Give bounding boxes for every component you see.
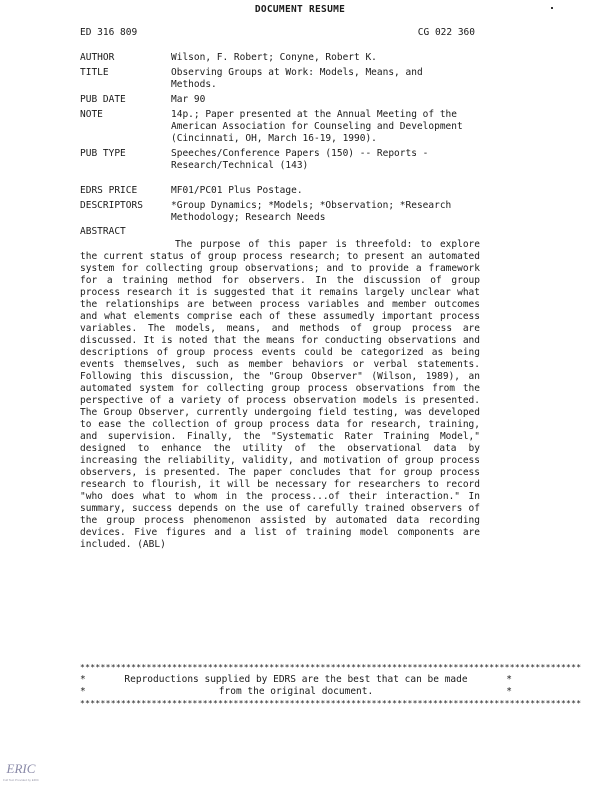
star-mark: *	[80, 674, 86, 685]
svg-text:ERIC: ERIC	[6, 761, 36, 776]
metadata-block	[80, 52, 560, 227]
notice-text-2: from the original document.	[218, 686, 374, 697]
cg-number: CG 022 360	[417, 27, 475, 38]
meta-value: Wilson, F. Robert; Conyne, Robert K.	[171, 52, 377, 63]
document-title: DOCUMENT RESUME	[254, 4, 346, 15]
abstract-text: The purpose of this paper is threefold: to explore the current status of group process research; to present an automated system for collecting group observations; and to provide a framework for a training method for observers. In the discussion of group process research it is suggested that it remains largely unclear what the relationships are between process variables and member outcomes and what elements comprise each of these assumedly important process variables. The models, means, and methods of group process are discussed. It is noted that the means for conducting observations and descriptions of group process events could be categorized as being events themselves, such as member behaviors or verbal statements. Following this discussion, the "Group Observer" (Wilson, 1989), an automated system for collecting group process observations from the perspective of a variety of process observation models is presented. The Group Observer, currently undergoing field testing, was developed to ease the collection of group process data for research, training, and supervision. Finally, the "Systematic Rater Training Model," designed to enhance the utility of the observational data by increasing the reliability, validity, and motivation of group process observers, is presented. The paper concludes that for group process research to flourish, it will be necessary for researchers to record "who does what to whom in the process...of their interaction." In summary, success depends on the use of carefully trained observers of the group process phenomenon assisted by automated data recording devices. Five figures and a list of training model components are included. (ABL)	[80, 239, 480, 550]
meta-row-title	[80, 67, 560, 91]
abstract-body	[80, 239, 480, 551]
meta-value: Mar 90	[171, 94, 206, 105]
meta-value: 14p.; Paper presented at the Annual Meeting of the American Association for Counseling and Development (Cincinnati, OH, March 16-19, 1990).	[171, 109, 463, 144]
meta-value: Observing Groups at Work: Models, Means, and Methods.	[171, 67, 423, 90]
meta-value: *Group Dynamics; *Models; *Observation; *Research Methodology; Research Needs	[171, 200, 452, 223]
star-mark: *	[506, 674, 512, 685]
meta-row-descriptors	[80, 200, 560, 224]
eric-logo-icon	[3, 756, 39, 784]
meta-label: EDRS PRICE	[80, 185, 138, 196]
meta-label: NOTE	[80, 109, 103, 120]
meta-row-note	[80, 109, 560, 145]
notice-text-1: Reproductions supplied by EDRS are the best that can be made	[124, 674, 468, 685]
meta-label: AUTHOR	[80, 52, 115, 63]
meta-row-author	[80, 52, 560, 64]
meta-row-pub-date	[80, 94, 560, 106]
notice-line-1	[80, 674, 512, 686]
svg-text:Full Text Provided by ERIC: Full Text Provided by ERIC	[3, 778, 39, 782]
star-border-bottom: **************************************************************************************************	[80, 699, 582, 708]
abstract-heading: ABSTRACT	[80, 226, 126, 237]
spacer	[80, 175, 560, 185]
meta-label: TITLE	[80, 67, 109, 78]
notice-line-2	[80, 686, 512, 698]
meta-label: DESCRIPTORS	[80, 200, 143, 211]
meta-value: Speeches/Conference Papers (150) -- Reports - Research/Technical (143)	[171, 148, 429, 171]
stray-mark	[551, 7, 553, 9]
meta-label: PUB DATE	[80, 94, 126, 105]
meta-label: PUB TYPE	[80, 148, 126, 159]
ed-number: ED 316 809	[80, 27, 138, 38]
meta-row-edrs-price	[80, 185, 560, 197]
reproduction-notice	[80, 662, 582, 710]
star-mark: *	[506, 686, 512, 697]
meta-row-pub-type	[80, 148, 560, 172]
star-mark: *	[80, 686, 86, 697]
star-border-top: **************************************************************************************************	[80, 663, 582, 672]
meta-value: MF01/PC01 Plus Postage.	[171, 185, 303, 196]
